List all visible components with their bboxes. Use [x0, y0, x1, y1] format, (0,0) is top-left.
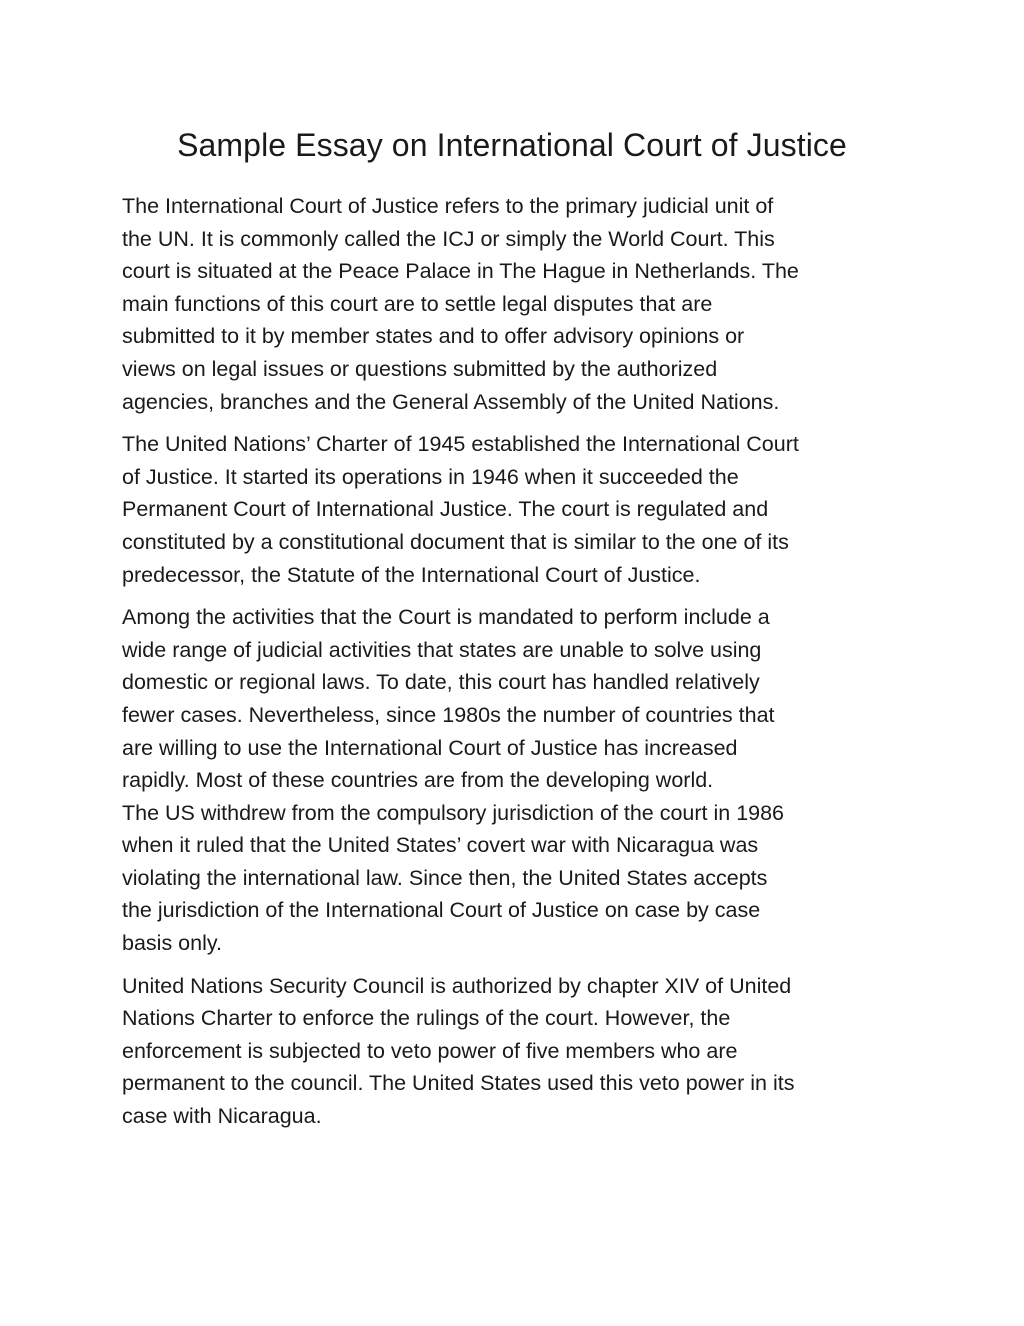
- paragraph-4: [122, 797, 922, 960]
- paragraph-3: [122, 601, 922, 797]
- text-line: The United Nations’ Charter of 1945 established the International Court: [122, 432, 799, 457]
- text-line: enforcement is subjected to veto power of five members who are: [122, 1038, 738, 1063]
- text-line: submitted to it by member states and to offer advisory opinions or: [122, 324, 745, 349]
- text-line: court is situated at the Peace Palace in The Hague in Netherlands. The: [122, 259, 799, 284]
- document-title: Sample Essay on International Court of Justice: [177, 127, 847, 163]
- document-body: [122, 190, 922, 1143]
- text-line: rapidly. Most of these countries are from the developing world.: [122, 768, 714, 793]
- text-line: constituted by a constitutional document that is similar to the one of its: [122, 529, 789, 554]
- text-line: main functions of this court are to settle legal disputes that are: [122, 291, 713, 316]
- text-line: Among the activities that the Court is mandated to perform include a: [122, 605, 770, 630]
- text-line: are willing to use the International Court of Justice has increased: [122, 735, 738, 760]
- text-line: Permanent Court of International Justice. The court is regulated and: [122, 497, 769, 522]
- text-line: case with Nicaragua.: [122, 1104, 322, 1129]
- paragraph-5: [122, 970, 922, 1133]
- text-line: permanent to the council. The United States used this veto power in its: [122, 1071, 795, 1096]
- text-line: of Justice. It started its operations in 1946 when it succeeded the: [122, 464, 739, 489]
- text-line: The International Court of Justice refers to the primary judicial unit of: [122, 194, 774, 218]
- text-line: views on legal issues or questions submitted by the authorized: [122, 356, 718, 381]
- text-line: the jurisdiction of the International Court of Justice on case by case: [122, 898, 761, 923]
- paragraph-1: [122, 190, 922, 418]
- text-line: Nations Charter to enforce the rulings of the court. However, the: [122, 1006, 731, 1031]
- text-line: wide range of judicial activities that states are unable to solve using: [122, 637, 762, 662]
- text-line: agencies, branches and the General Assembly of the United Nations.: [122, 389, 780, 414]
- text-line: the UN. It is commonly called the ICJ or simply the World Court. This: [122, 226, 775, 251]
- text-line: predecessor, the Statute of the International Court of Justice.: [122, 562, 701, 587]
- text-line: violating the international law. Since then, the United States accepts: [122, 865, 768, 890]
- text-line: basis only.: [122, 931, 222, 956]
- text-line: United Nations Security Council is authorized by chapter XIV of United: [122, 973, 792, 998]
- text-line: The US withdrew from the compulsory jurisdiction of the court in 1986: [122, 800, 785, 825]
- paragraph-2: [122, 428, 922, 591]
- text-line: when it ruled that the United States’ covert war with Nicaragua was: [122, 833, 759, 858]
- text-line: fewer cases. Nevertheless, since 1980s the number of countries that: [122, 702, 775, 727]
- text-line: domestic or regional laws. To date, this court has handled relatively: [122, 670, 760, 695]
